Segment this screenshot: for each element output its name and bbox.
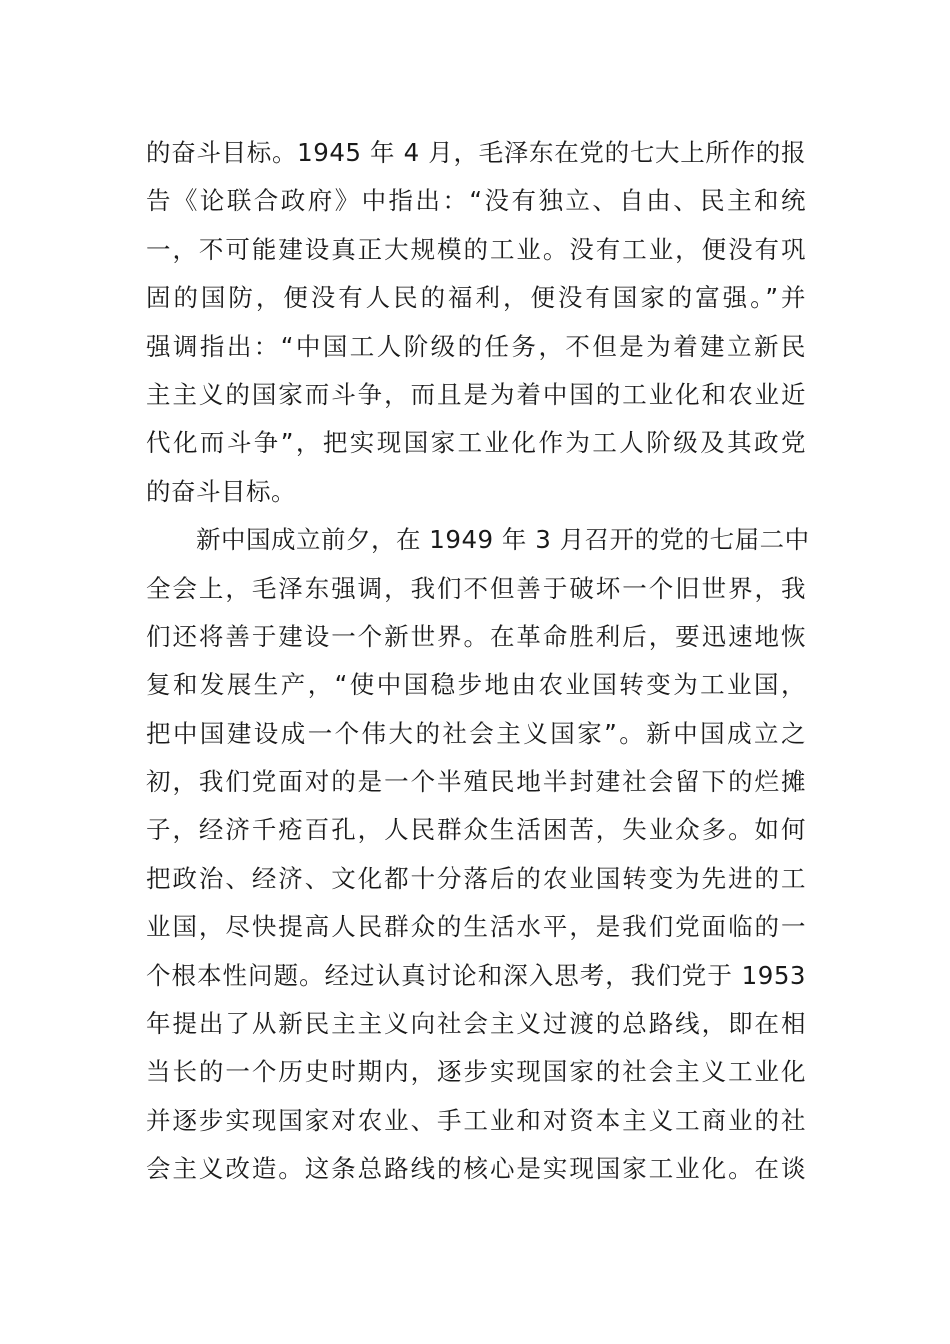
- text-line: 年提出了从新民主主义向社会主义过渡的总路线，即在相: [146, 1009, 806, 1039]
- text-line: 业国，尽快提高人民群众的生活水平，是我们党面临的一: [146, 912, 806, 942]
- text-line: 当长的一个历史时期内，逐步实现国家的社会主义工业化: [146, 1057, 806, 1087]
- text-line: 主主义的国家而斗争，而且是为着中国的工业化和农业近: [146, 379, 806, 409]
- text-line: 把政治、经济、文化都十分落后的农业国转变为先进的工: [146, 863, 806, 893]
- text-line: 强调指出：“中国工人阶级的任务，不但是为着建立新民: [146, 331, 806, 361]
- text-line: 复和发展生产，“使中国稳步地由农业国转变为工业国，: [146, 670, 806, 700]
- text-line: 初，我们党面对的是一个半殖民地半封建社会留下的烂摊: [146, 767, 806, 797]
- body-text: [146, 129, 810, 1194]
- paragraph-first-line: 新中国成立前夕，在 1949 年 3 月召开的党的七届二中: [196, 525, 810, 555]
- text-line: 把中国建设成一个伟大的社会主义国家”。新中国成立之: [146, 718, 806, 748]
- text-line: 并逐步实现国家对农业、手工业和对资本主义工商业的社: [146, 1105, 806, 1135]
- text-line: 子，经济千疮百孔，人民群众生活困苦，失业众多。如何: [146, 815, 806, 845]
- text-line: 们还将善于建设一个新世界。在革命胜利后，要迅速地恢: [146, 621, 806, 651]
- text-line: 告《论联合政府》中指出：“没有独立、自由、民主和统: [146, 186, 806, 216]
- text-line: 的奋斗目标。1945 年 4 月，毛泽东在党的七大上所作的报: [146, 138, 806, 167]
- text-line: 个根本性问题。经过认真讨论和深入思考，我们党于 1953: [146, 960, 806, 990]
- text-line: 全会上，毛泽东强调，我们不但善于破坏一个旧世界，我: [146, 573, 806, 603]
- text-line: 代化而斗争”，把实现国家工业化作为工人阶级及其政党: [146, 428, 806, 458]
- text-line: 会主义改造。这条总路线的核心是实现国家工业化。在谈: [146, 1154, 806, 1184]
- text-line: 的奋斗目标。: [146, 476, 296, 506]
- text-line: 一，不可能建设真正大规模的工业。没有工业，便没有巩: [146, 234, 806, 264]
- text-line: 固的国防，便没有人民的福利，便没有国家的富强。”并: [146, 283, 806, 313]
